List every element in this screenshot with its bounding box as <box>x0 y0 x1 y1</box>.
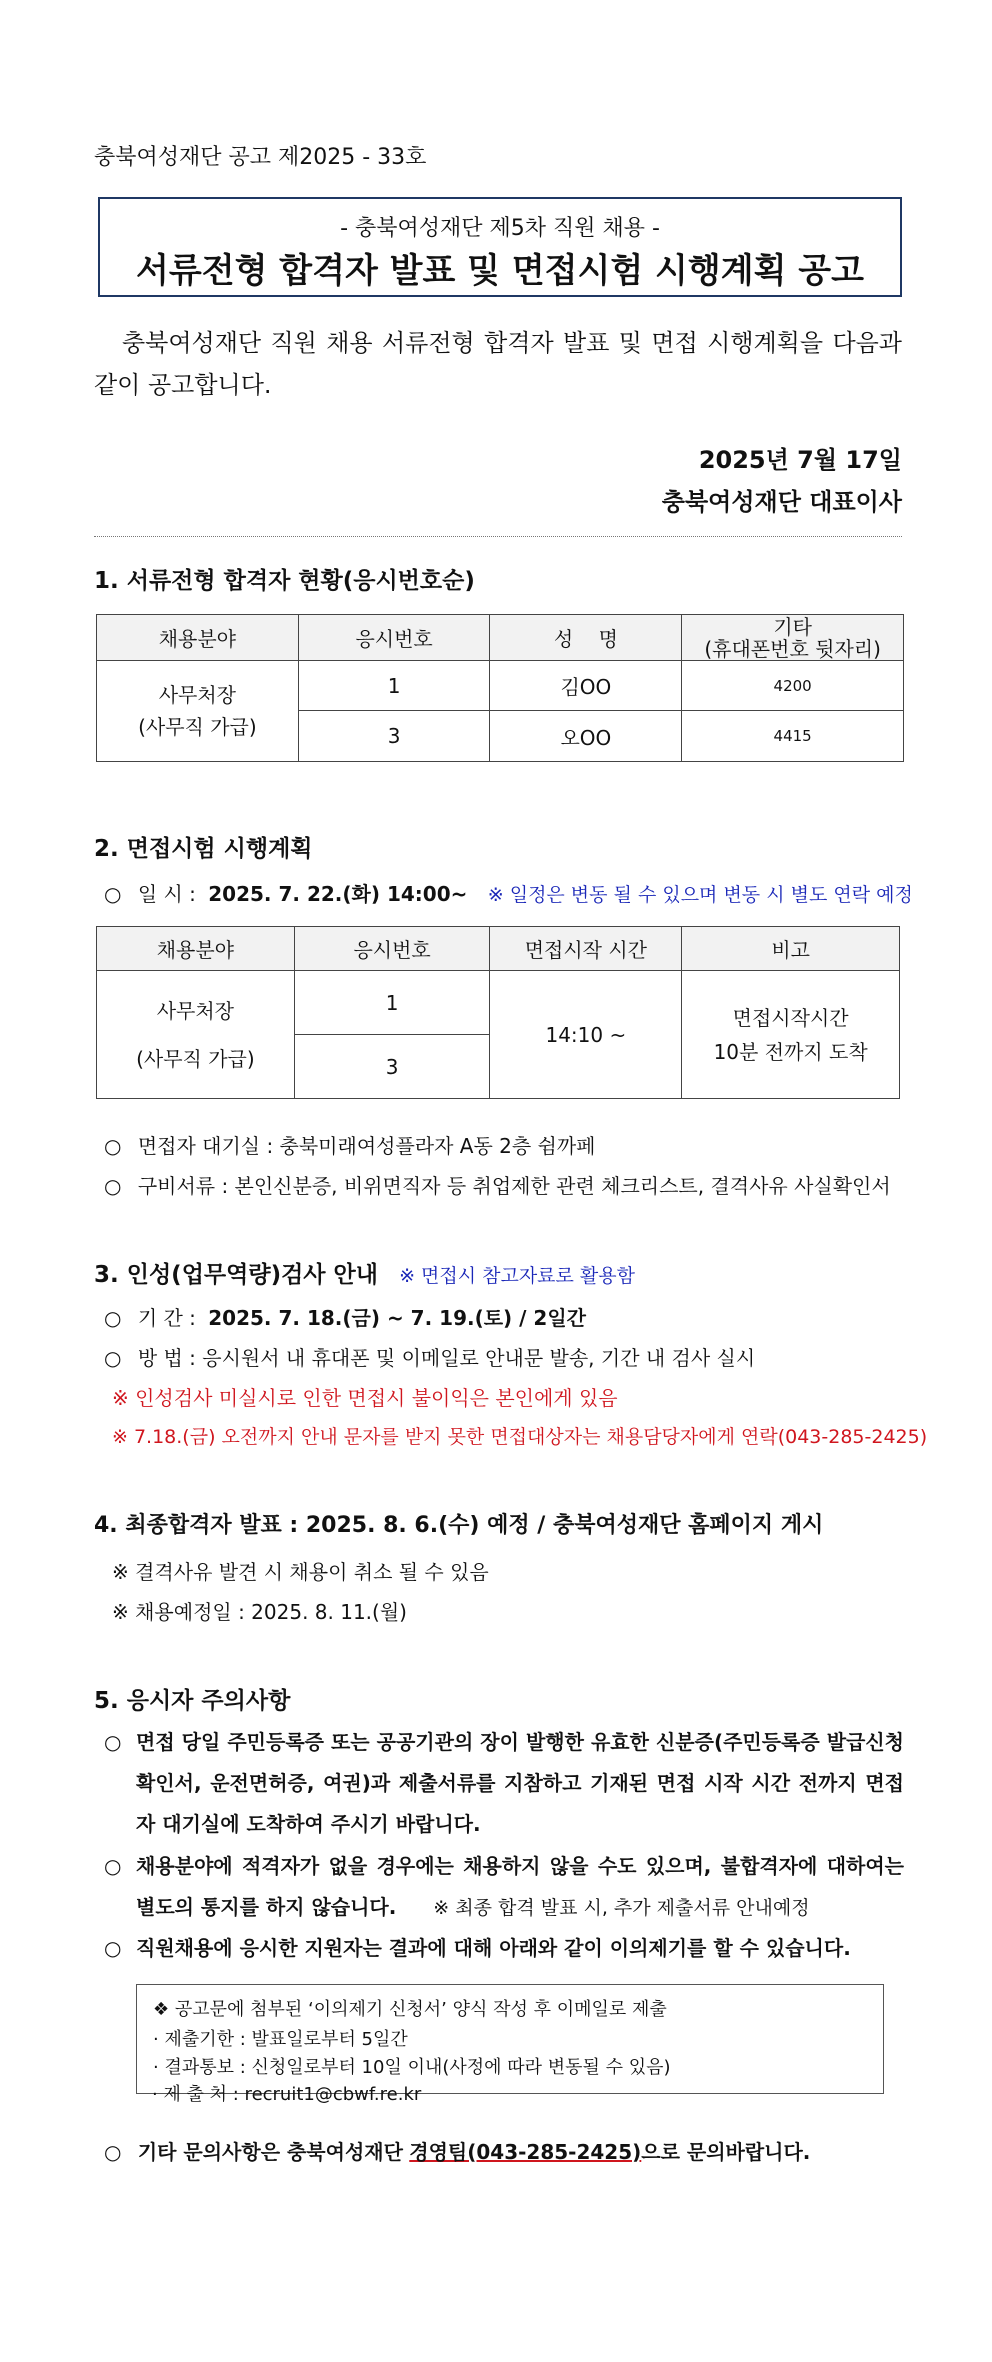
section5-heading: 5. 응시자 주의사항 <box>94 1688 291 1714</box>
header-etc-title: 기타 <box>773 614 812 639</box>
header-remark: 비고 <box>682 927 900 971</box>
table-row <box>97 661 904 711</box>
caution-item-1 <box>104 1722 904 1845</box>
documents-line <box>104 1170 891 1199</box>
title-box <box>98 197 902 297</box>
notice-number: 충북여성재단 공고 제2025 - 33호 <box>94 145 427 170</box>
period-label: 기 간 : <box>137 1306 196 1330</box>
remark-cell <box>682 971 900 1099</box>
bullet: ○ <box>104 2140 122 2164</box>
header-start-time: 면접시작 시간 <box>490 927 682 971</box>
appeal-result: · 결과통보 : 신청일로부터 10일 이내(사정에 따라 변동될 수 있음) <box>153 2057 671 2078</box>
contact-team-phone: 경영팀(043-285-2425) <box>409 2140 642 2164</box>
field-line2: (사무직 가급) <box>138 715 257 739</box>
warning-2: ※ 7.18.(금) 오전까지 안내 문자를 받지 못한 면접대상자는 채용담당자에게 연락(043-285-2425) <box>112 1426 928 1448</box>
signer: 충북여성재단 대표이사 <box>661 488 902 516</box>
header-etc <box>682 615 904 661</box>
page-title: 서류전형 합격자 발표 및 면접시험 시행계획 공고 <box>136 251 864 291</box>
field-line2: (사무직 가급) <box>136 1046 255 1071</box>
caution-item-2 <box>104 1846 904 1929</box>
interview-date-line <box>104 878 913 907</box>
title-subtitle: - 충북여성재단 제5차 직원 채용 - <box>340 216 660 241</box>
interview-table <box>96 926 900 1099</box>
notice-date: 2025년 7월 17일 <box>698 446 902 474</box>
waiting-room: 면접자 대기실 : 충북미래여성플라자 A동 2층 쉼까페 <box>137 1134 596 1158</box>
bullet: ○ <box>104 1730 122 1754</box>
bullet: ○ <box>104 1854 122 1878</box>
intro-paragraph: 충북여성재단 직원 채용 서류전형 합격자 발표 및 면접 시행계획을 다음과 같이 공고합니다. <box>94 329 902 399</box>
contact-pre: 기타 문의사항은 충북여성재단 <box>137 2140 403 2164</box>
appeal-deadline: · 제출기한 : 발표일로부터 5일간 <box>153 2029 408 2050</box>
caution-item-2-note: ※ 최종 합격 발표 시, 추가 제출서류 안내예정 <box>433 1897 810 1919</box>
applicant-number: 3 <box>298 711 490 762</box>
section4-note2: ※ 채용예정일 : 2025. 8. 11.(월) <box>112 1600 407 1624</box>
header-etc-sub: (휴대폰번호 뒷자리) <box>704 636 881 661</box>
method-line <box>104 1342 755 1371</box>
bullet: ○ <box>104 1936 122 1960</box>
bullet: ○ <box>104 1346 122 1370</box>
applicant-number: 1 <box>294 971 490 1035</box>
header-field: 채용분야 <box>97 927 295 971</box>
bullet: ○ <box>104 1174 122 1198</box>
waiting-room-line <box>104 1130 596 1159</box>
contact-post: 으로 문의바랍니다. <box>641 2140 811 2164</box>
header-field: 채용분야 <box>97 615 299 661</box>
header-name: 성 명 <box>490 615 682 661</box>
period-line <box>104 1302 586 1331</box>
field-cell <box>97 661 299 762</box>
date-label: 일 시 : <box>137 882 196 906</box>
required-documents: 구비서류 : 본인신분증, 비위면직자 등 취업제한 관련 체크리스트, 결격사유 사실확인서 <box>137 1174 891 1198</box>
caution-item-2-text: 채용분야에 적격자가 없을 경우에는 채용하지 않을 수도 있으며, 불합격자에 대하여는 별도의 통지를 하지 않습니다. <box>136 1854 904 1919</box>
period-value: 2025. 7. 18.(금) ~ 7. 19.(토) / 2일간 <box>208 1306 586 1330</box>
bullet: ○ <box>104 1134 122 1158</box>
section4-heading: 4. 최종합격자 발표 : 2025. 8. 6.(수) 예정 / 충북여성재단 홈페이지 게시 <box>94 1513 824 1538</box>
applicant-number: 1 <box>298 661 490 711</box>
applicant-name: 김OO <box>490 661 682 711</box>
start-time: 14:10 ~ <box>490 971 682 1099</box>
section3-note: ※ 면접시 참고자료로 활용함 <box>399 1265 635 1287</box>
appeal-lead: ❖ 공고문에 첨부된 ‘이의제기 신청서’ 양식 작성 후 이메일로 제출 <box>153 1999 667 2020</box>
date-value: 2025. 7. 22.(화) 14:00~ <box>208 882 468 906</box>
remark-line1: 면접시작시간 <box>732 1005 849 1030</box>
field-cell <box>97 971 295 1099</box>
caution-item-1-text: 면접 당일 주민등록증 또는 공공기관의 장이 발행한 유효한 신분증(주민등록증 발급신청확인서, 운전면허증, 여권)과 제출서류를 지참하고 기재된 면접 시작 시간 전까지 면접자 대기실에 도착하여 주시기 바랍니다. <box>136 1730 904 1836</box>
date-note: ※ 일정은 변동 될 수 있으며 변동 시 별도 연락 예정 <box>487 884 913 906</box>
caution-item-3 <box>104 1928 904 1969</box>
method: 방 법 : 응시원서 내 휴대폰 및 이메일로 안내문 발송, 기간 내 검사 실시 <box>137 1346 756 1370</box>
appeal-submit-to: · 제 출 처 : recruit1@cbwf.re.kr <box>152 2084 422 2105</box>
field-line1: 사무처장 <box>158 683 236 707</box>
applicant-name: 오OO <box>490 711 682 762</box>
caution-item-3-text: 직원채용에 응시한 지원자는 결과에 대해 아래와 같이 이의제기를 할 수 있습니다. <box>136 1936 851 1960</box>
header-number: 응시번호 <box>298 615 490 661</box>
table-row <box>97 971 900 1035</box>
section3-heading-line <box>94 1256 635 1289</box>
dotted-divider <box>94 536 902 537</box>
section1-heading: 1. 서류전형 합격자 현황(응시번호순) <box>94 568 475 594</box>
section3-heading: 3. 인성(업무역량)검사 안내 <box>94 1262 378 1288</box>
appeal-info-box <box>136 1984 884 2094</box>
remark-line2: 10분 전까지 도착 <box>713 1039 868 1064</box>
contact-line <box>104 2136 810 2165</box>
applicant-number: 3 <box>294 1035 490 1099</box>
bullet: ○ <box>104 882 122 906</box>
pass-list-table <box>96 614 904 762</box>
warning-1: ※ 인성검사 미실시로 인한 면접시 불이익은 본인에게 있음 <box>112 1386 618 1410</box>
bullet: ○ <box>104 1306 122 1330</box>
phone-suffix: 4200 <box>682 661 904 711</box>
field-line1: 사무처장 <box>156 998 234 1023</box>
section2-heading: 2. 면접시험 시행계획 <box>94 836 313 862</box>
section4-note1: ※ 결격사유 발견 시 채용이 취소 될 수 있음 <box>112 1560 489 1584</box>
header-number: 응시번호 <box>294 927 490 971</box>
phone-suffix: 4415 <box>682 711 904 762</box>
